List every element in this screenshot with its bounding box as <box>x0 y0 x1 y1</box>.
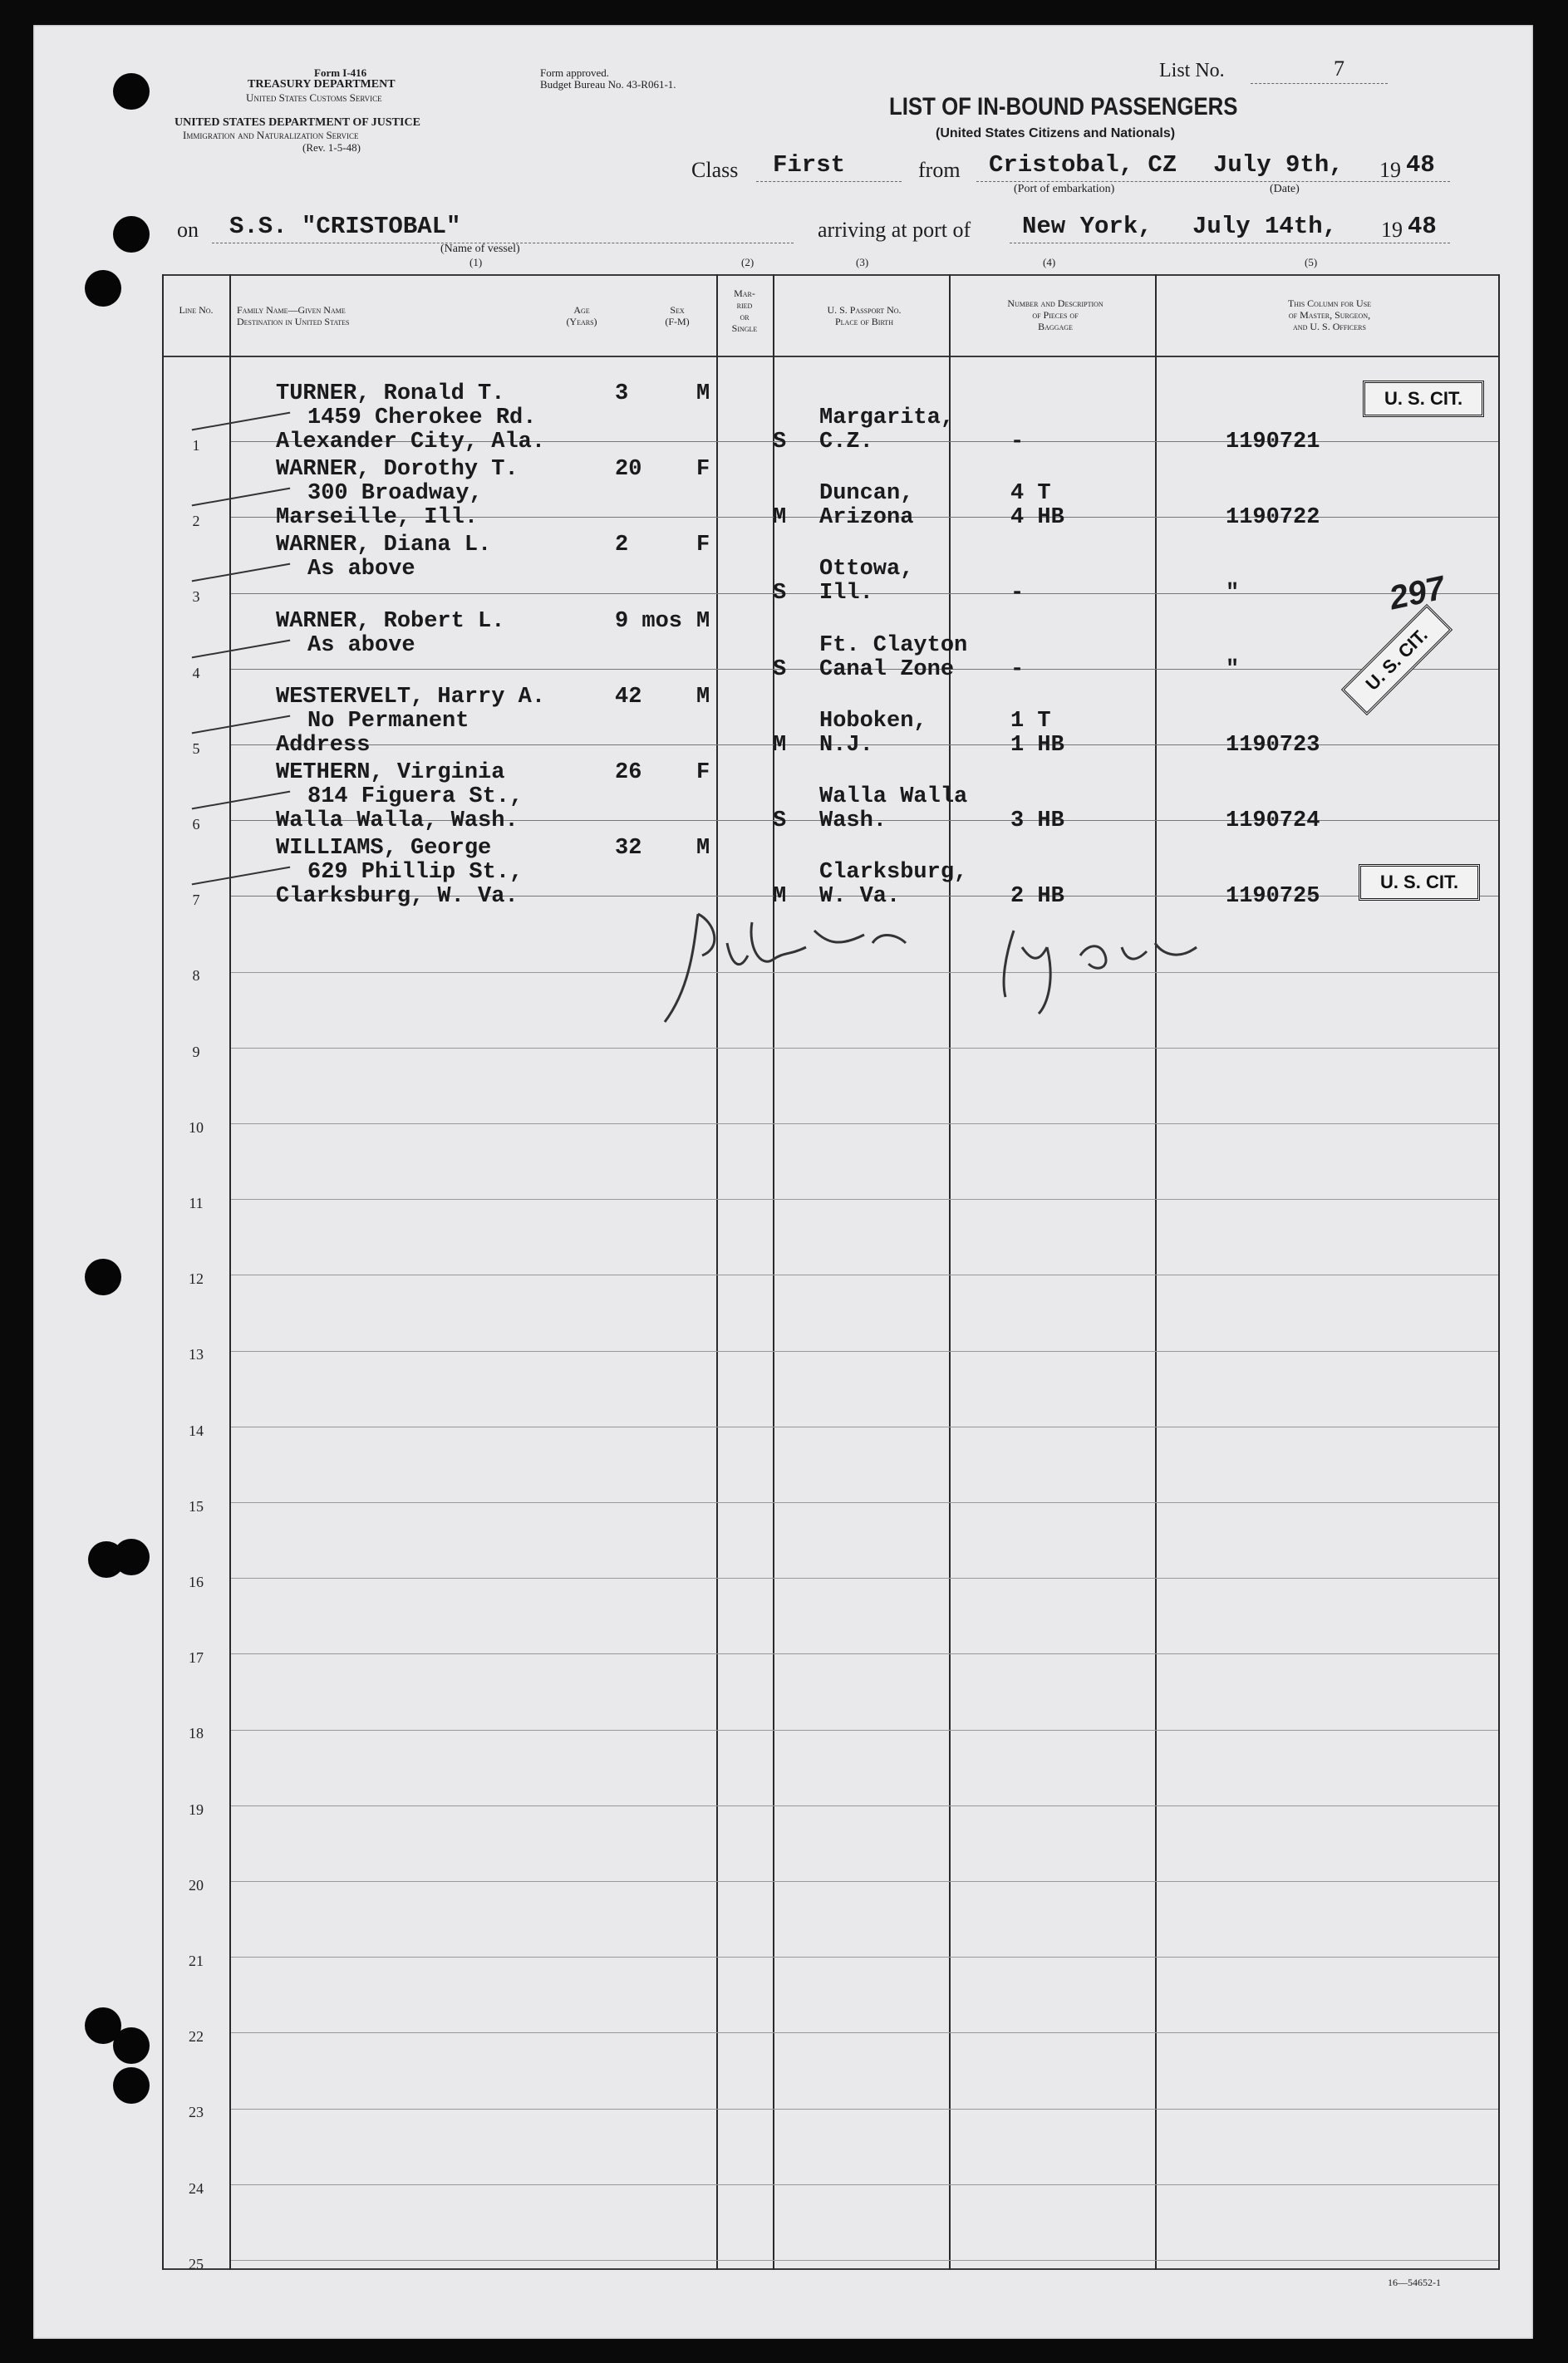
baggage: 2 HB <box>1010 884 1064 910</box>
age: 3 <box>615 381 629 406</box>
line-number: 9 <box>192 1043 200 1060</box>
address-line: 1459 Cherokee Rd. <box>307 405 537 430</box>
col-num-2: (2) <box>741 256 755 268</box>
age: 42 <box>615 684 642 710</box>
ins-service: Immigration and Naturalization Service <box>183 129 359 141</box>
line-number: 19 <box>189 1800 204 1818</box>
married-single: S <box>773 581 787 607</box>
age: 2 <box>615 533 629 558</box>
list-no-value: 7 <box>1334 56 1344 81</box>
row-separator <box>231 1351 1498 1352</box>
us-citizen-stamp: U. S. CIT. <box>1363 381 1484 417</box>
birth-place: N.J. <box>819 732 873 758</box>
officer-number: 1190721 <box>1226 430 1320 454</box>
address-line: 629 Phillip St., <box>307 860 523 886</box>
birth-place: C.Z. <box>819 430 873 454</box>
col-num-4: (4) <box>1043 256 1056 268</box>
baggage: 4 HB <box>1010 505 1064 531</box>
birth-place: Wash. <box>819 808 887 833</box>
birth-place: Walla Walla <box>819 784 968 809</box>
birth-place: Arizona <box>819 505 914 531</box>
officer-number: " <box>1226 581 1240 607</box>
sex: M <box>696 608 710 634</box>
passenger-name: WARNER, Robert L. <box>276 608 505 634</box>
married-single: S <box>773 430 787 454</box>
married-single: S <box>773 656 787 682</box>
date-caption: (Date) <box>1270 183 1300 195</box>
form-number: Form I-416 <box>314 66 367 79</box>
row-separator <box>231 1881 1498 1882</box>
row-separator <box>231 1578 1498 1579</box>
line-number: 7 <box>192 892 200 909</box>
married-single: M <box>773 884 787 910</box>
line-number: 8 <box>192 967 200 985</box>
vessel-name: S.S. "CRISTOBAL" <box>229 213 461 240</box>
age: 26 <box>615 760 642 785</box>
line-number: 3 <box>192 588 200 606</box>
row-separator <box>231 1199 1498 1200</box>
row-separator <box>231 1048 1498 1049</box>
baggage: 3 HB <box>1010 808 1064 833</box>
line-number: 14 <box>189 1422 204 1439</box>
arriving-label: arriving at port of <box>818 218 971 242</box>
treasury-dept: TREASURY DEPARTMENT <box>248 78 396 91</box>
check-mark <box>192 639 291 658</box>
page-subtitle: (United States Citizens and Nationals) <box>936 126 1176 140</box>
arrival-port: New York, <box>1022 213 1153 240</box>
line-number: 21 <box>189 1953 204 1969</box>
birth-place: Ft. Clayton <box>819 632 968 658</box>
class-value: First <box>773 151 846 179</box>
col-num-5: (5) <box>1305 256 1318 268</box>
manifest-page <box>33 25 1533 2339</box>
sex: M <box>696 684 710 710</box>
officer-number: " <box>1226 656 1240 682</box>
header-married: Mar- ried or Single <box>731 287 758 334</box>
row-separator <box>231 2260 1498 2261</box>
class-label: Class <box>691 158 739 182</box>
address-line: No Permanent <box>307 708 469 734</box>
passenger-name: TURNER, Ronald T. <box>276 381 505 406</box>
baggage: 1 T <box>1010 708 1051 734</box>
check-mark <box>192 791 291 810</box>
line-number: 22 <box>189 2028 204 2046</box>
birth-place: Ill. <box>819 581 873 607</box>
sex: M <box>696 836 710 862</box>
us-citizen-stamp: U. S. CIT. <box>1341 604 1452 715</box>
address-line: 300 Broadway, <box>307 481 483 507</box>
baggage: - <box>1010 430 1025 454</box>
budget-bureau: Budget Bureau No. 43-R061-1. <box>540 78 676 91</box>
line-number: 24 <box>189 2179 204 2197</box>
baggage: - <box>1010 581 1025 607</box>
year-prefix: 19 <box>1379 158 1401 182</box>
passenger-name: WESTERVELT, Harry A. <box>276 684 546 710</box>
line-number: 5 <box>192 739 200 757</box>
row-separator <box>231 1805 1498 1806</box>
address-line: Clarksburg, W. Va. <box>276 884 519 910</box>
footer-code: 16—54652-1 <box>1388 2277 1441 2288</box>
vessel-caption: (Name of vessel) <box>440 243 520 255</box>
birth-place: Margarita, <box>819 405 955 430</box>
row-separator <box>231 2109 1498 2110</box>
line-number: 11 <box>189 1195 204 1211</box>
address-line: Marseille, Ill. <box>276 505 479 531</box>
line-number: 16 <box>189 1574 204 1590</box>
from-label: from <box>918 158 961 182</box>
us-citizen-stamp: U. S. CIT. <box>1359 864 1480 901</box>
header-name: Family Name—Given Name Destination in United States <box>237 304 350 327</box>
birth-place: Canal Zone <box>819 656 955 682</box>
baggage: 1 HB <box>1010 732 1064 758</box>
passenger-table <box>33 25 1533 2339</box>
married-single: M <box>773 732 787 758</box>
justice-dept: UNITED STATES DEPARTMENT OF JUSTICE <box>174 116 420 129</box>
line-number: 25 <box>189 2255 204 2272</box>
address-line: As above <box>307 557 415 582</box>
list-no-label: List No. <box>1159 60 1225 81</box>
passenger-name: WARNER, Dorothy T. <box>276 457 519 483</box>
line-number: 17 <box>189 1649 204 1667</box>
row-separator <box>231 1502 1498 1503</box>
check-mark <box>192 412 291 431</box>
check-mark <box>192 867 291 886</box>
address-line: 814 Figuera St., <box>307 784 523 809</box>
on-label: on <box>177 218 199 242</box>
married-single: M <box>773 505 787 531</box>
age: 20 <box>615 457 642 483</box>
from-date: July 9th, <box>1213 151 1344 179</box>
passenger-name: WETHERN, Virginia <box>276 760 505 785</box>
inspector-signature <box>648 897 1330 1047</box>
header-age: Age (Years) <box>566 304 597 327</box>
row-separator <box>231 1653 1498 1654</box>
row-separator <box>231 2032 1498 2033</box>
header-baggage: Number and Description of Pieces of Baggage <box>1007 297 1103 332</box>
officer-number: 1190723 <box>1226 732 1320 758</box>
line-number: 15 <box>189 1497 204 1515</box>
passenger-name: WARNER, Diana L. <box>276 533 492 558</box>
from-year: 48 <box>1406 151 1435 179</box>
from-port: Cristobal, CZ <box>989 151 1177 179</box>
revision: (Rev. 1-5-48) <box>302 141 361 154</box>
handwritten-count: 297 <box>1386 569 1448 617</box>
row-separator <box>231 1123 1498 1124</box>
line-number: 1 <box>192 437 200 454</box>
arrival-date: July 14th, <box>1192 213 1338 240</box>
line-number: 23 <box>189 2104 204 2121</box>
sex: F <box>696 457 710 483</box>
age: 9 mos <box>615 608 683 634</box>
passenger-name: WILLIAMS, George <box>276 836 492 862</box>
port-emb-caption: (Port of embarkation) <box>1014 183 1115 195</box>
sex: F <box>696 533 710 558</box>
line-number: 4 <box>192 664 200 681</box>
birth-place: Clarksburg, <box>819 860 968 886</box>
arrival-year-prefix: 19 <box>1381 218 1403 242</box>
arrival-year: 48 <box>1408 213 1437 240</box>
header-officers: This Column for Use of Master, Surgeon, and U. S. Officers <box>1287 297 1372 332</box>
officer-number: 1190724 <box>1226 808 1320 833</box>
col-num-3: (3) <box>856 256 869 268</box>
customs-service: United States Customs Service <box>246 91 382 104</box>
header-sex: Sex (F-M) <box>665 304 690 327</box>
married-single: S <box>773 808 787 833</box>
address-line: Address <box>276 732 371 758</box>
birth-place: Duncan, <box>819 481 914 507</box>
line-number: 18 <box>189 1725 204 1742</box>
row-separator <box>231 1730 1498 1731</box>
officer-number: 1190722 <box>1226 505 1320 531</box>
check-mark <box>192 488 291 507</box>
row-separator <box>231 1957 1498 1958</box>
header-line-no: Line No. <box>179 304 214 316</box>
officer-number: 1190725 <box>1226 884 1320 910</box>
line-number: 10 <box>189 1118 204 1136</box>
birth-place: Hoboken, <box>819 708 927 734</box>
line-number: 6 <box>192 816 200 833</box>
check-mark <box>192 563 291 582</box>
page-title: LIST OF IN-BOUND PASSENGERS <box>889 93 1238 120</box>
form-approved: Form approved. <box>540 66 610 79</box>
row-separator <box>231 2184 1498 2185</box>
header-passport: U. S. Passport No. Place of Birth <box>827 304 902 327</box>
address-line: Walla Walla, Wash. <box>276 808 519 833</box>
line-number: 2 <box>192 513 200 530</box>
age: 32 <box>615 836 642 862</box>
birth-place: W. Va. <box>819 884 901 910</box>
sex: M <box>696 381 710 406</box>
line-number: 12 <box>189 1270 204 1288</box>
baggage: 4 T <box>1010 481 1051 507</box>
col-num-1: (1) <box>469 256 483 268</box>
address-line: Alexander City, Ala. <box>276 430 546 454</box>
check-mark <box>192 715 291 734</box>
line-number: 13 <box>189 1346 204 1363</box>
line-number: 20 <box>189 1876 204 1894</box>
sex: F <box>696 760 710 785</box>
baggage: - <box>1010 656 1025 682</box>
address-line: As above <box>307 632 415 658</box>
birth-place: Ottowa, <box>819 557 914 582</box>
